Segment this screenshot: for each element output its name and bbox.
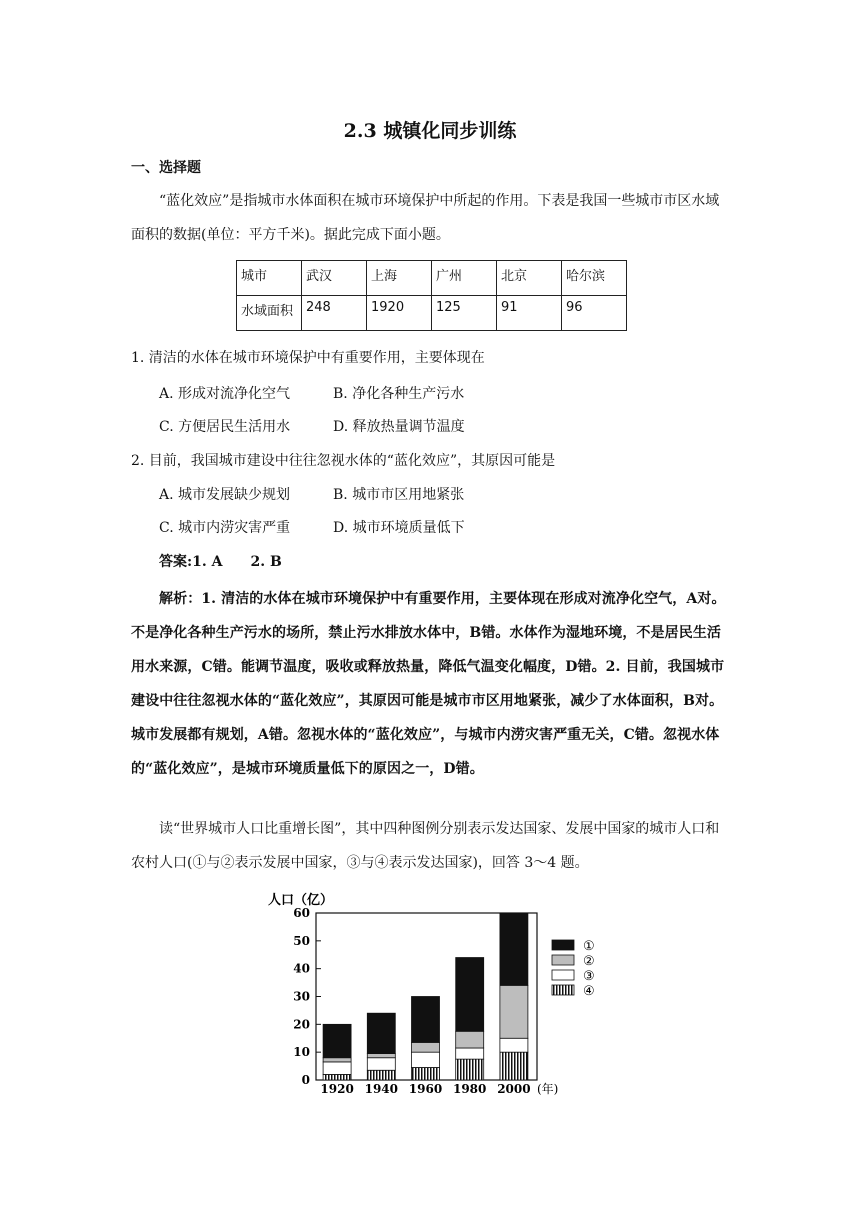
legend-swatch xyxy=(552,985,574,995)
y-tick-label: 20 xyxy=(293,1017,310,1032)
table-cell: 248 xyxy=(302,296,367,331)
q2-option-a: A. 城市发展缺少规划 xyxy=(159,487,291,503)
y-tick-label: 0 xyxy=(301,1073,310,1087)
table-cell: 武汉 xyxy=(302,261,367,296)
bar-segment xyxy=(500,1038,528,1052)
bar-segment xyxy=(412,1067,440,1080)
section-heading: 一、选择题 xyxy=(131,160,201,176)
bar-segment xyxy=(412,1042,440,1052)
x-tick-label: 1940 xyxy=(364,1082,399,1096)
bar-segment xyxy=(500,985,528,1038)
x-tick-label: 1960 xyxy=(408,1082,443,1096)
bar-segment xyxy=(456,1031,484,1048)
bar-segment xyxy=(500,1052,528,1080)
page-title: 2.3 城镇化同步训练 xyxy=(343,120,517,142)
q1-option-d: D. 释放热量调节温度 xyxy=(333,419,465,435)
legend-label: ① xyxy=(583,939,595,954)
table-row xyxy=(237,296,627,331)
table-cell: 91 xyxy=(497,296,562,331)
table-header-row xyxy=(237,261,627,296)
bar-segment xyxy=(367,1013,395,1053)
chart-legend xyxy=(552,939,595,999)
q2-option-d: D. 城市环境质量低下 xyxy=(333,520,465,536)
table-cell: 城市 xyxy=(237,261,302,296)
analysis-paragraph: 解析：1. 清洁的水体在城市环境保护中有重要作用，主要体现在形成对流净化空气，A对。不是净化各种生产污水的场所，禁止污水排放水体中，B错。水体作为湿地环境，不是居民生活用水来源，C错。能调节温度，吸收或释放热量，降低气温变化幅度，D错。2. 目前，我国城市建设中往往忽视水体的“蓝化效应”，其原因可能是城市市区用地紧张，减少了水体面积，B对。城市发展都有规划，A错。忽视水体的“蓝化效应”，与城市内涝灾害严重无关，C错。忽视水体的“蓝化效应”，是城市环境质量低下的原因之一，D错。 xyxy=(131,591,726,777)
question-1-stem: 1. 清洁的水体在城市环境保护中有重要作用，主要体现在 xyxy=(131,350,485,366)
bar-segment xyxy=(412,1052,440,1067)
table-cell: 125 xyxy=(432,296,497,331)
x-axis-ticks xyxy=(320,1082,530,1096)
question-2-stem: 2. 目前，我国城市建设中往往忽视水体的“蓝化效应”，其原因可能是 xyxy=(131,453,556,469)
legend-label: ④ xyxy=(583,984,595,999)
q1-option-b: B. 净化各种生产污水 xyxy=(333,386,465,402)
y-axis-label: 人口（亿） xyxy=(268,893,334,908)
bar-segment xyxy=(367,1070,395,1080)
y-tick-label: 60 xyxy=(293,906,310,920)
intro-paragraph-1: “蓝化效应”是指城市水体面积在城市环境保护中所起的作用。下表是我国一些城市市区水域面积的数据(单位：平方千米)。据此完成下面小题。 xyxy=(131,193,720,243)
legend-swatch xyxy=(552,955,574,965)
table-cell: 水域面积 xyxy=(237,296,302,331)
y-tick-label: 30 xyxy=(293,989,310,1004)
bar-segment xyxy=(456,958,484,1032)
bar-segment xyxy=(500,913,528,985)
bar-segment xyxy=(367,1058,395,1071)
q1-option-c: C. 方便居民生活用水 xyxy=(159,419,291,435)
x-tick-label: 2000 xyxy=(497,1082,531,1096)
table-cell: 上海 xyxy=(367,261,432,296)
water-area-table xyxy=(236,260,627,331)
bar-segment xyxy=(323,1074,351,1080)
table-cell: 1920 xyxy=(367,296,432,331)
bar-segment xyxy=(323,1058,351,1062)
y-tick-label: 10 xyxy=(293,1045,310,1060)
bar-segment xyxy=(412,997,440,1043)
table-cell: 96 xyxy=(562,296,627,331)
table-cell: 广州 xyxy=(432,261,497,296)
table-cell: 哈尔滨 xyxy=(562,261,627,296)
bar-segment xyxy=(367,1054,395,1058)
x-tick-label: 1980 xyxy=(452,1082,487,1096)
q2-option-b: B. 城市市区用地紧张 xyxy=(333,487,465,503)
population-bar-chart xyxy=(265,888,625,1100)
y-tick-label: 40 xyxy=(293,961,310,976)
bar-series xyxy=(323,913,528,1080)
bar-segment xyxy=(323,1024,351,1057)
x-tick-label: 1920 xyxy=(320,1082,354,1096)
answer-line: 答案:1. A 2. B xyxy=(159,554,282,570)
table-cell: 北京 xyxy=(497,261,562,296)
bar-segment xyxy=(456,1048,484,1059)
y-axis-ticks xyxy=(293,906,321,1087)
legend-swatch xyxy=(552,940,574,950)
legend-swatch xyxy=(552,970,574,980)
x-axis-label: (年) xyxy=(537,1082,559,1096)
legend-label: ② xyxy=(583,954,595,969)
y-tick-label: 50 xyxy=(293,933,310,948)
q1-option-a: A. 形成对流净化空气 xyxy=(159,386,291,402)
bar-segment xyxy=(323,1062,351,1075)
bar-segment xyxy=(456,1059,484,1080)
q2-option-c: C. 城市内涝灾害严重 xyxy=(159,520,291,536)
intro-paragraph-2: 读“世界城市人口比重增长图”，其中四种图例分别表示发达国家、发展中国家的城市人口和农村人口(①与②表示发展中国家，③与④表示发达国家)，回答 3～4 题。 xyxy=(131,821,720,871)
legend-label: ③ xyxy=(583,969,595,984)
